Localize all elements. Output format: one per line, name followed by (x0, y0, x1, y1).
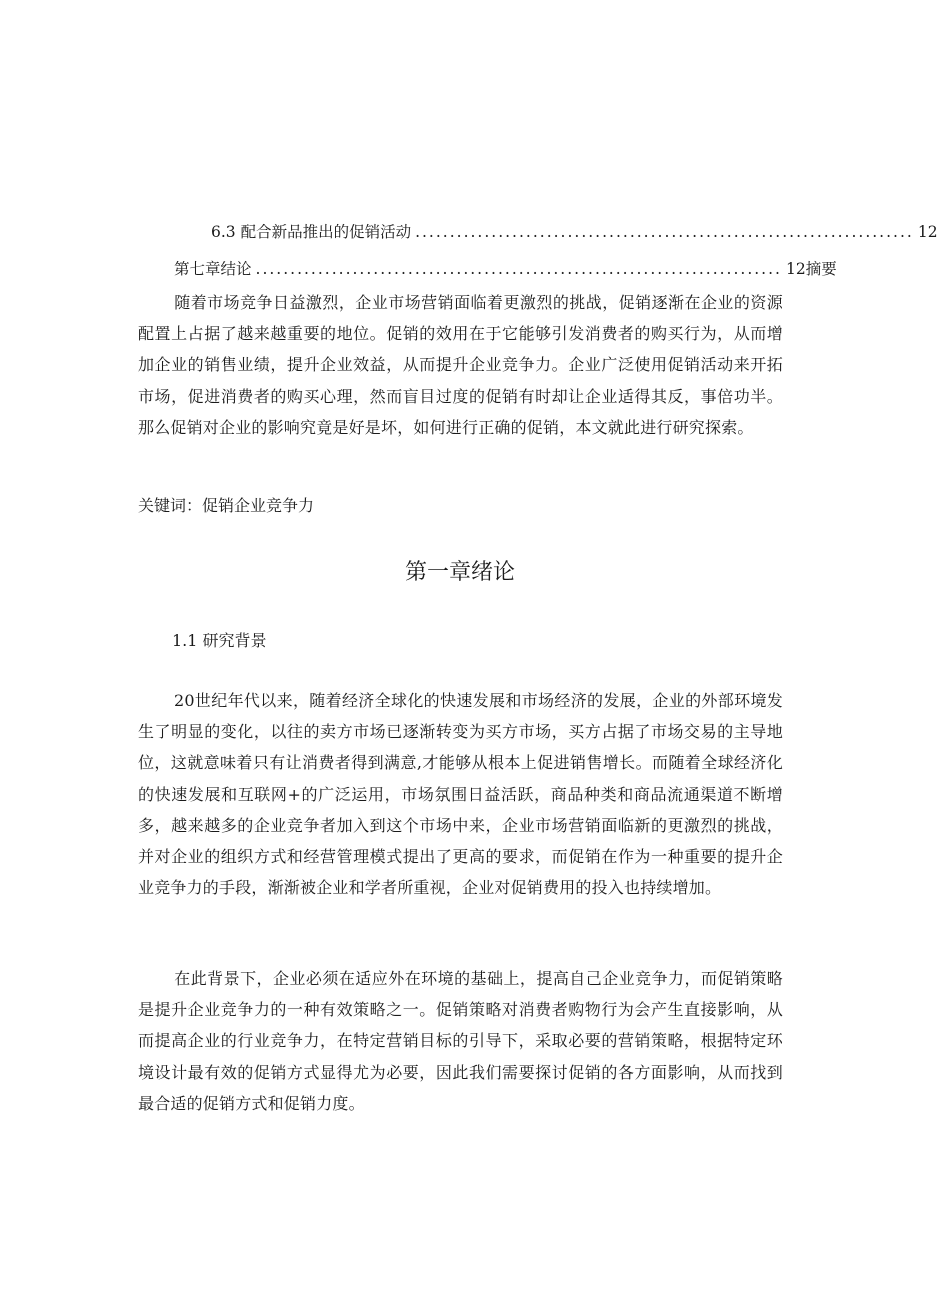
toc-entry[interactable] (211, 221, 938, 243)
section-heading: 1.1 研究背景 (172, 631, 267, 650)
toc-leader: ............................................................................ (255, 260, 782, 278)
body-paragraph-text: 20世纪年代以来，随着经济全球化的快速发展和市场经济的发展，企业的外部环境发生了明显的变化，以往的卖方市场已逐渐转变为买方市场，买方占据了市场交易的主导地位，这就意味着只有让消费者得到满意,才能够从根本上促进销售增长。而随着全球经济化的快速发展和互联网+的广泛运用，市场氛围日益活跃，商品种类和商品流通渠道不断增多，越来越多的企业竞争者加入到这个市场中来，企业市场营销面临新的更激烈的挑战，并对企业的组织方式和经营管理模式提出了更高的要求，而促销在作为一种重要的提升企业竞争力的手段，渐渐被企业和学者所重视，企业对促销费用的投入也持续增加。 (138, 691, 783, 898)
body-paragraph-text: 在此背景下，企业必须在适应外在环境的基础上，提高自己企业竞争力，而促销策略是提升企业竞争力的一种有效策略之一。促销策略对消费者购物行为会产生直接影响，从而提高企业的行业竞争力，在特定营销目标的引导下，采取必要的营销策略，根据特定环境设计最有效的促销方式显得尤为必要，因此我们需要探讨促销的各方面影响，从而找到最合适的促销方式和促销力度。 (138, 969, 783, 1113)
toc-entry-page: 12 (785, 260, 806, 278)
toc-entry-page: 12 (917, 223, 938, 241)
toc-entry-label: 第七章结论 (174, 260, 252, 278)
body-paragraph (138, 685, 783, 903)
body-paragraph (138, 963, 783, 1119)
abstract-heading: 摘要 (805, 260, 837, 278)
abstract-paragraph (138, 287, 783, 443)
chapter-title: 第一章绪论 (404, 560, 515, 585)
keywords-line: 关键词：促销企业竞争力 (138, 496, 315, 515)
abstract-text: 随着市场竞争日益激烈，企业市场营销面临着更激烈的挑战，促销逐渐在企业的资源配置上占据了越来越重要的地位。促销的效用在于它能够引发消费者的购买行为，从而增加企业的销售业绩，提升企业效益，从而提升企业竞争力。企业广泛使用促销活动来开拓市场，促进消费者的购买心理，然而盲目过度的促销有时却让企业适得其反，事倍功半。那么促销对企业的影响究竟是好是坏，如何进行正确的促销，本文就此进行研究探索。 (138, 293, 783, 437)
toc-leader: ........................................................................ (415, 223, 914, 241)
toc-entry-label: 6.3 配合新品推出的促销活动 (211, 223, 412, 241)
toc-entry[interactable] (174, 258, 837, 280)
